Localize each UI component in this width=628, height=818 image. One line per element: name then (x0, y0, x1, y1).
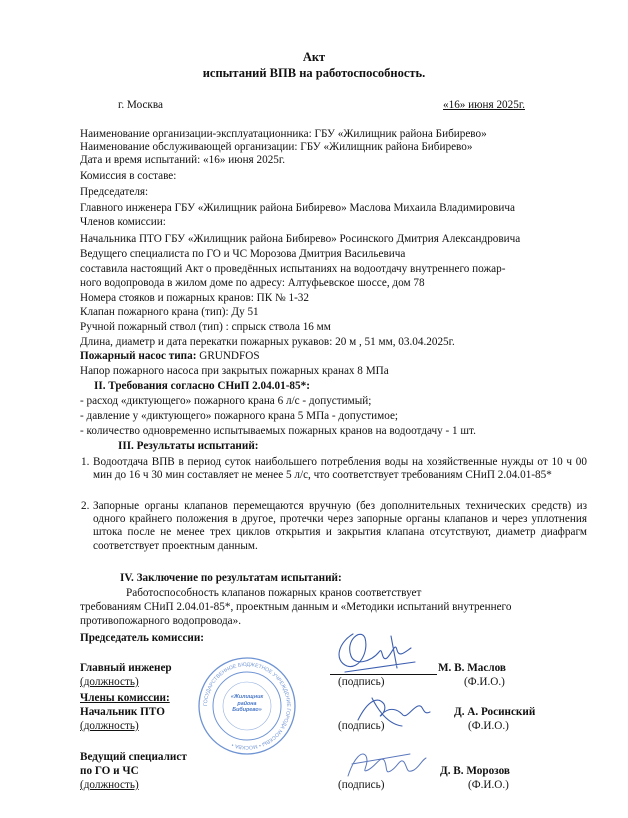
hose-info: Длина, диаметр и дата перекатки пожарных рукавов: 20 м , 51 мм, 03.04.2025г. (80, 336, 455, 348)
member-2: Ведущего специалиста по ГО и ЧС Морозова Дмитрия Васильевича (80, 248, 406, 260)
conclusion-line-2: требованиям СНиП 2.04.01-85*, проектным данным и «Методики испытаний внутреннего (80, 601, 512, 613)
result-1-text: Водоотдача ВПВ в период суток наибольшего потребления воды на хозяйственные нужды от 10 ч 00 мин до 16 ч 30 мин составляет не менее 5 л/с, что соответствует требованиям СНиП 2.04.01-85* (93, 456, 587, 482)
chairman-label: Председателя: (80, 186, 149, 198)
sign-1-name: М. В. Маслов (438, 662, 506, 674)
requirement-pressure: - давление у «диктующего» пожарного крана 5 МПа - допустимое; (80, 410, 399, 422)
test-datetime: Дата и время испытаний: «16» июня 2025г. (80, 154, 286, 166)
stamp-ring-text: ГОСУДАРСТВЕННОЕ БЮДЖЕТНОЕ УЧРЕЖДЕНИЕ ГОРОДА МОСКВЫ • МОСКВА • (202, 661, 292, 751)
member-1: Начальника ПТО ГБУ «Жилищник района Бибирево» Росинского Дмитрия Александровича (80, 233, 521, 245)
conclusion-line-3: противопожарного водопровода». (80, 615, 242, 627)
members-heading: Члены комиссии: (80, 692, 170, 704)
pump-pressure: Напор пожарного насоса при закрытых пожарных кранах 8 МПа (80, 365, 389, 377)
city: г. Москва (118, 99, 163, 111)
document-subtitle: испытаний ВПВ на работоспособность. (202, 66, 426, 80)
sign-2-signature-caption: (подпись) (338, 720, 385, 732)
act-text-1: составила настоящий Акт о проведённых испытаниях на водоотдачу внутреннего пожар- (80, 263, 506, 275)
requirement-flow: - расход «диктующего» пожарного крана 6 л/с - допустимый; (80, 395, 372, 407)
act-text-2: ного водопровода в жилом доме по адресу: Алтуфьевское шоссе, дом 78 (80, 277, 425, 289)
sign-2-name: Д. А. Росинский (454, 706, 536, 718)
pump-label: Пожарный насос типа: (80, 350, 197, 362)
sign-3-role-1: Ведущий специалист (80, 751, 187, 763)
pump-type (80, 350, 260, 363)
valve-type: Клапан пожарного крана (тип): Ду 51 (80, 306, 259, 318)
sign-1-signature-caption: (подпись) (338, 676, 385, 688)
organization-stamp (197, 656, 297, 756)
sign-1-fio-caption: (Ф.И.О.) (464, 676, 505, 688)
signature-maslov (325, 622, 425, 682)
result-2-number: 2. (81, 500, 90, 512)
sign-2-position-caption: (должность) (80, 720, 139, 732)
hydrant-numbers: Номера стояков и пожарных кранов: ПК № 1-32 (80, 292, 309, 304)
sign-1-position-caption: (должность) (80, 676, 139, 688)
sign-3-fio-caption: (Ф.И.О.) (468, 779, 509, 791)
result-2-text: Запорные органы клапанов перемещаются вручную (без дополнительных технических средств) из одного крайнего положения в другое, протечки через запорные органы клапанов и через уплотнения штока после не менее трех циклов открытия и закрытия клапана отсутствуют, диаметр диафрагм соответствует проектным данным. (93, 500, 587, 552)
pump-value: GRUNDFOS (196, 350, 260, 362)
requirement-count: - количество одновременно испытываемых пожарных кранов на водоотдачу - 1 шт. (80, 425, 476, 437)
chair-label: Председатель комиссии: (80, 632, 205, 644)
sign-3-role-2: по ГО и ЧС (80, 765, 139, 777)
members-label: Членов комиссии: (80, 216, 166, 228)
service-org: Наименование обслуживающей организации: ГБУ «Жилищник района Бибирево» (80, 141, 473, 153)
sign-2-fio-caption: (Ф.И.О.) (468, 720, 509, 732)
sign-3-name: Д. В. Морозов (440, 765, 510, 777)
operator-org: Наименование организации-эксплуатационника: ГБУ «Жилищник района Бибирево» (80, 128, 487, 140)
signature-rosinsky (348, 690, 438, 730)
sign-1-role: Главный инженер (80, 662, 172, 674)
stamp-center-text: «Жилищник района Бибирево» (230, 694, 264, 713)
nozzle-type: Ручной пожарный ствол (тип) : спрыск ствола 16 мм (80, 321, 331, 333)
commission-label: Комиссия в составе: (80, 170, 177, 182)
section-4-heading: IV. Заключение по результатам испытаний: (120, 572, 342, 584)
section-2-heading: II. Требования согласно СНиП 2.04.01-85*: (94, 380, 310, 392)
conclusion-line-1: Работоспособность клапанов пожарных кранов соответствует (126, 587, 422, 599)
signature-morozov (340, 744, 430, 784)
sign-2-role: Начальник ПТО (80, 706, 165, 718)
result-1-number: 1. (81, 456, 90, 468)
document-date: «16» июня 2025г. (443, 99, 525, 111)
section-3-heading: III. Результаты испытаний: (118, 440, 259, 452)
sign-3-position-caption: (должность) (80, 779, 139, 791)
chairman-name: Главного инженера ГБУ «Жилищник района Бибирево» Маслова Михаила Владимировича (80, 202, 515, 214)
document-title: Акт (302, 50, 326, 64)
sign-3-signature-caption: (подпись) (338, 779, 385, 791)
